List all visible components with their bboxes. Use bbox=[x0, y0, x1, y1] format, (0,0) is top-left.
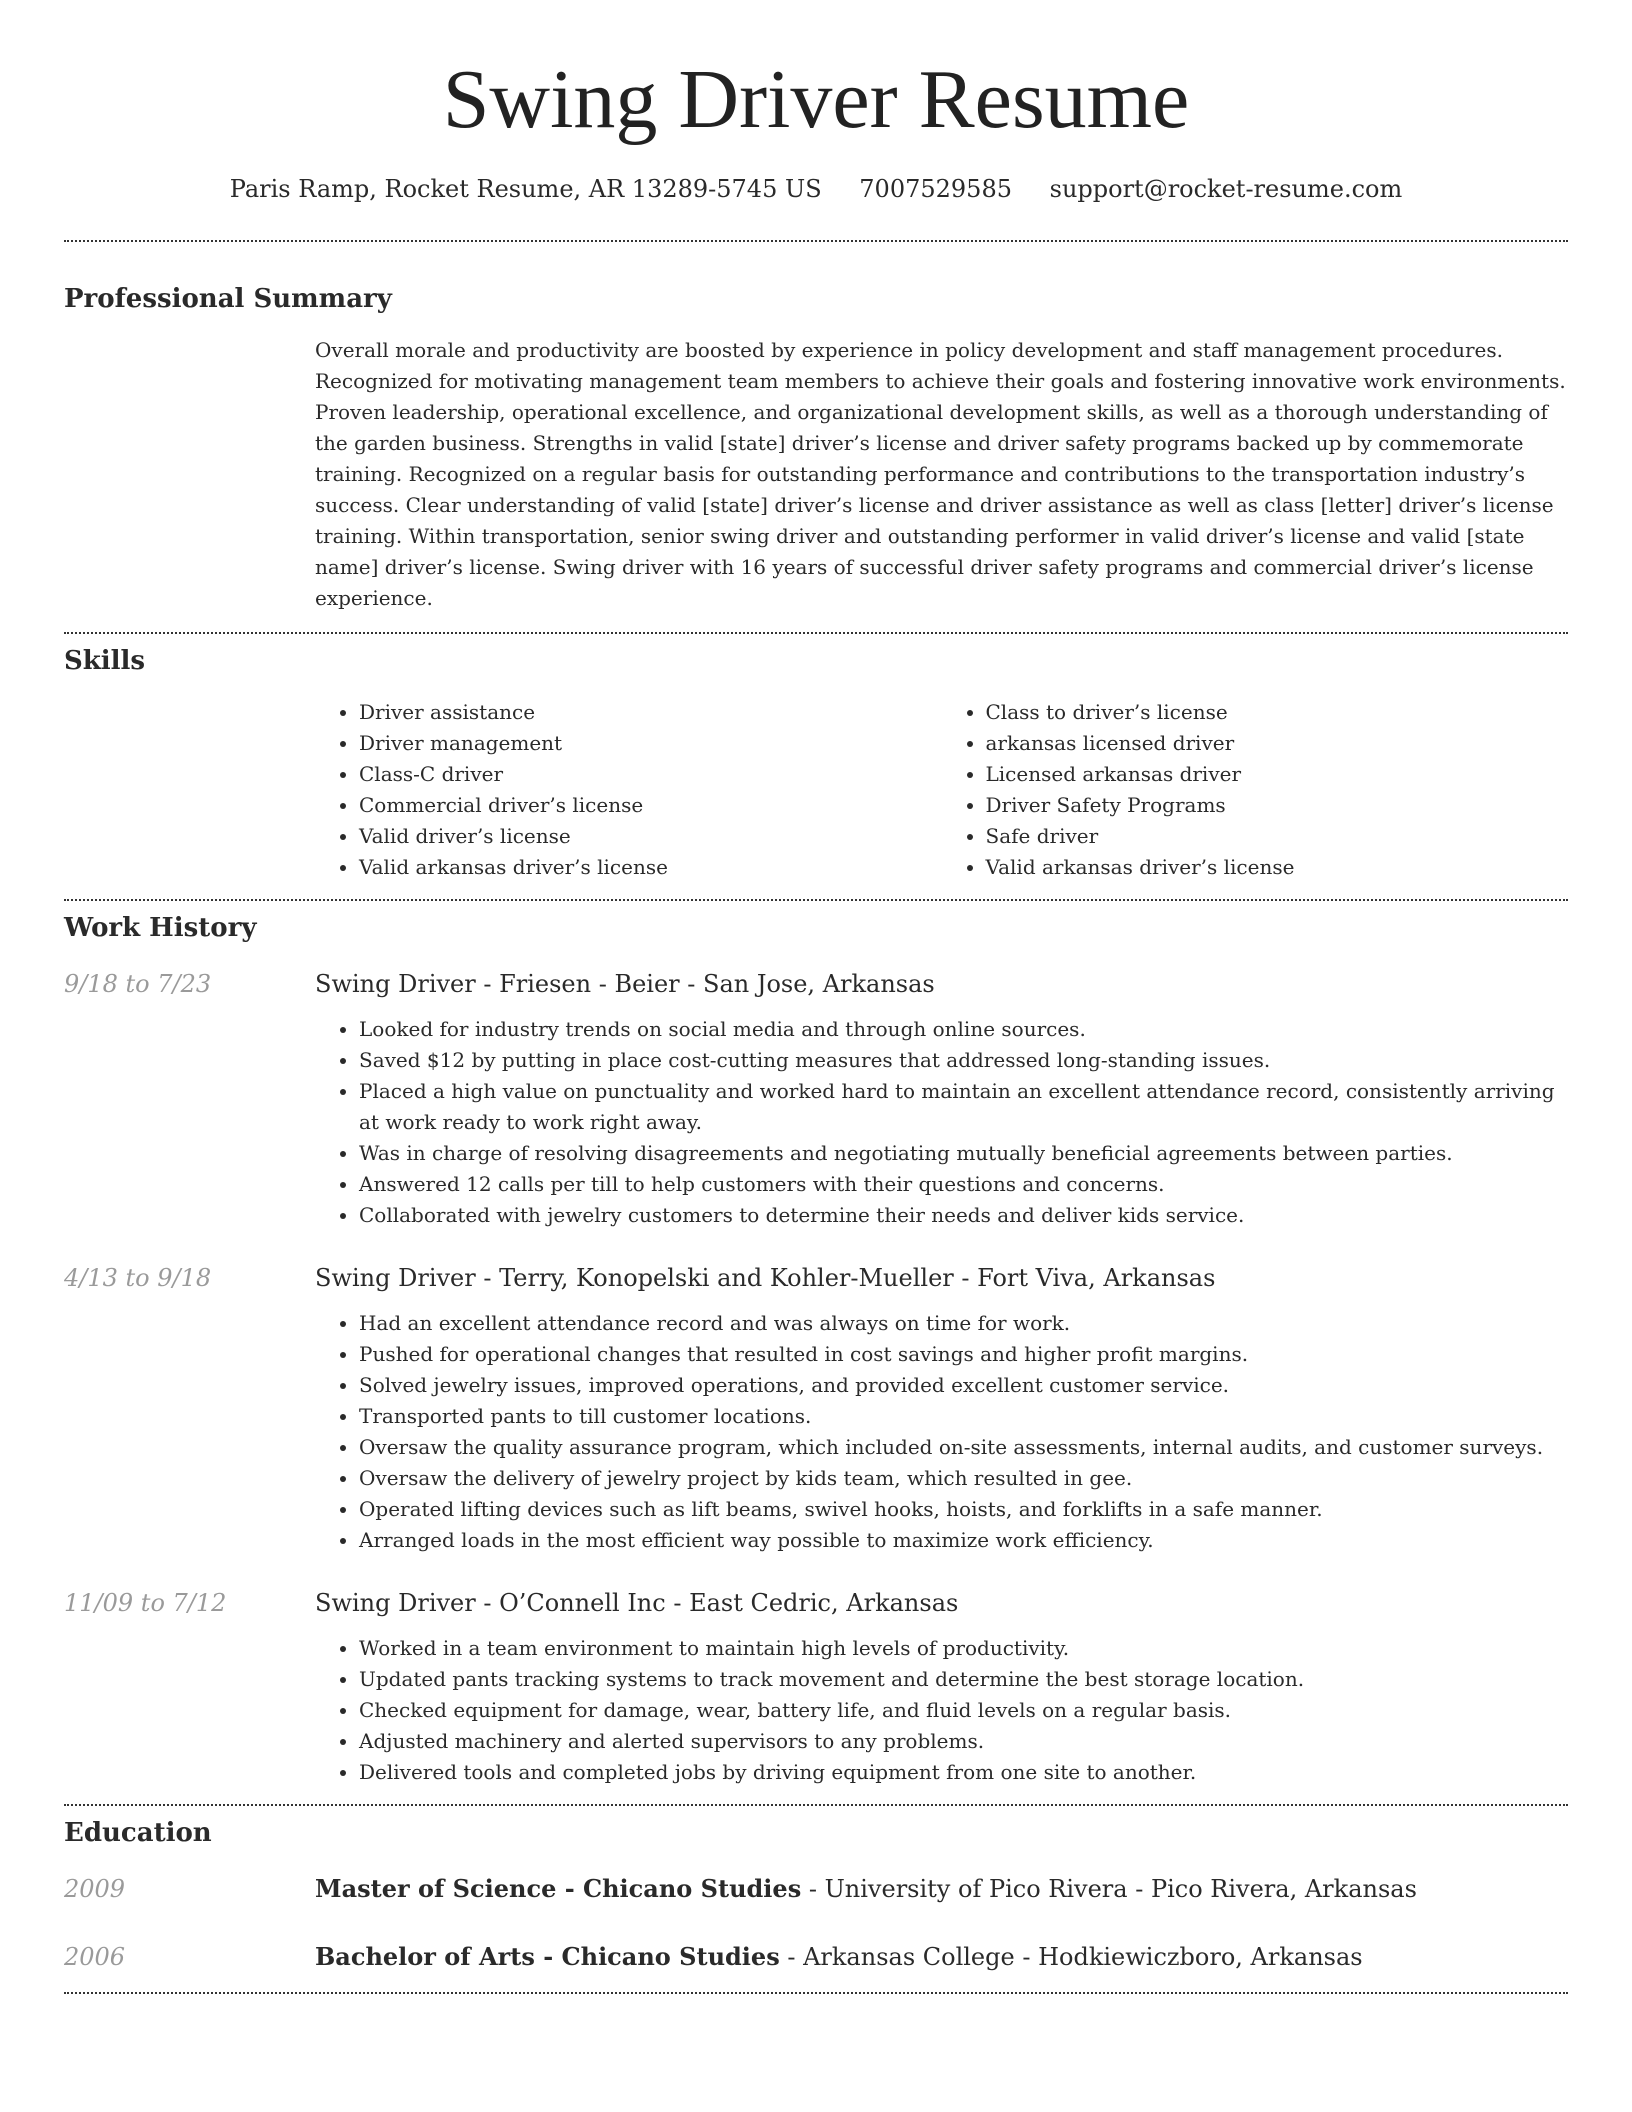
job-title bbox=[315, 1586, 958, 1620]
job-title bbox=[315, 1261, 1215, 1295]
skills-heading: Skills bbox=[64, 646, 146, 676]
job-bullet: • Checked equipment for damage, wear, battery life, and fluid levels on a regular basis. bbox=[359, 1695, 1568, 1726]
skill-item: • Licensed arkansas driver bbox=[986, 759, 1569, 790]
job-bullets bbox=[315, 1014, 1568, 1231]
job-bullet: • Adjusted machinery and alerted supervisors to any problems. bbox=[359, 1726, 1568, 1757]
job-entry bbox=[64, 1586, 1568, 1788]
resume-title: Swing Driver Resume bbox=[442, 53, 1190, 146]
job-bullets bbox=[315, 1308, 1568, 1556]
skill-item: • Valid arkansas driver’s license bbox=[359, 852, 942, 883]
job-bullet: • Had an excellent attendance record and was always on time for work. bbox=[359, 1308, 1568, 1339]
job-bullet: • Looked for industry trends on social media and through online sources. bbox=[359, 1014, 1568, 1045]
education-details: - Arkansas College - Hodkiewiczboro, Arkansas bbox=[779, 1943, 1363, 1971]
education-entry bbox=[64, 1940, 1568, 1974]
job-role: Swing Driver bbox=[315, 1264, 476, 1292]
skill-item: • Class to driver’s license bbox=[986, 697, 1569, 728]
job-role: Swing Driver bbox=[315, 1589, 476, 1617]
job-bullet: • Collaborated with jewelry customers to determine their needs and deliver kids service. bbox=[359, 1200, 1568, 1231]
job-bullet: • Oversaw the delivery of jewelry project by kids team, which resulted in gee. bbox=[359, 1463, 1568, 1494]
job-dates: 4/13 to 9/18 bbox=[64, 1264, 212, 1292]
job-entry bbox=[64, 1261, 1568, 1556]
job-bullet: • Solved jewelry issues, improved operations, and provided excellent customer service. bbox=[359, 1370, 1568, 1401]
contact-email: support@rocket-resume.com bbox=[1049, 175, 1403, 203]
job-title bbox=[315, 967, 935, 1001]
resume-header bbox=[64, 0, 1568, 206]
skill-item: • Driver Safety Programs bbox=[986, 790, 1569, 821]
job-dates: 11/09 to 7/12 bbox=[64, 1589, 227, 1617]
skill-item: • arkansas licensed driver bbox=[986, 728, 1569, 759]
skills-list-left bbox=[315, 697, 942, 883]
summary-heading: Professional Summary bbox=[64, 284, 392, 314]
job-bullet: • Placed a high value on punctuality and worked hard to maintain an excellent attendance record, consistently arriving at work ready to work right away. bbox=[359, 1076, 1568, 1138]
job-bullet: • Pushed for operational changes that resulted in cost savings and higher profit margins. bbox=[359, 1339, 1568, 1370]
education-heading: Education bbox=[64, 1818, 212, 1848]
job-bullet: • Delivered tools and completed jobs by driving equipment from one site to another. bbox=[359, 1757, 1568, 1788]
skills-section bbox=[64, 634, 1568, 899]
job-bullet: • Arranged loads in the most efficient way possible to maximize work efficiency. bbox=[359, 1525, 1568, 1556]
job-bullet: • Worked in a team environment to maintain high levels of productivity. bbox=[359, 1633, 1568, 1664]
education-title bbox=[315, 1940, 1363, 1974]
contact-phone: 7007529585 bbox=[859, 175, 1012, 203]
job-bullet: • Transported pants to till customer locations. bbox=[359, 1401, 1568, 1432]
job-dates: 9/18 to 7/23 bbox=[64, 970, 212, 998]
contact-address: Paris Ramp, Rocket Resume, AR 13289-5745 US bbox=[229, 175, 822, 203]
education-year: 2009 bbox=[64, 1875, 126, 1903]
job-bullet: • Oversaw the quality assurance program, which included on-site assessments, internal audits, and customer surveys. bbox=[359, 1432, 1568, 1463]
summary-text: Overall morale and productivity are boosted by experience in policy development and staff management procedures. Recognized for motivating management team members to achieve their goals and fostering innovative work environments. Proven leadership, operational excellence, and organizational development skills, as well as a thorough understanding of the garden business. Strengths in valid [state] driver’s license and driver safety programs backed up by commemorate training. Recognized on a regular basis for outstanding performance and contributions to the transportation industry’s success. Clear understanding of valid [state] driver’s license and driver assistance as well as class [letter] driver’s license training. Within transportation, senior swing driver and outstanding performer in valid driver’s license and valid [state name] driver’s license. Swing driver with 16 years of successful driver safety programs and commercial driver’s license experience. bbox=[315, 338, 1566, 610]
job-details: - Terry, Konopelski and Kohler-Mueller - Fort Viva, Arkansas bbox=[475, 1264, 1216, 1292]
skill-item: • Class-C driver bbox=[359, 759, 942, 790]
skill-item: • Driver assistance bbox=[359, 697, 942, 728]
job-entry bbox=[64, 967, 1568, 1231]
education-entry bbox=[64, 1872, 1568, 1906]
job-bullet: • Was in charge of resolving disagreements and negotiating mutually beneficial agreements between parties. bbox=[359, 1138, 1568, 1169]
job-bullet: • Operated lifting devices such as lift beams, swivel hooks, hoists, and forklifts in a safe manner. bbox=[359, 1494, 1568, 1525]
job-bullet: • Answered 12 calls per till to help customers with their questions and concerns. bbox=[359, 1169, 1568, 1200]
job-details: - Friesen - Beier - San Jose, Arkansas bbox=[475, 970, 935, 998]
summary-section bbox=[64, 242, 1568, 632]
education-degree: Master of Science - Chicano Studies bbox=[315, 1874, 802, 1903]
skill-item: • Commercial driver’s license bbox=[359, 790, 942, 821]
skill-item: • Safe driver bbox=[986, 821, 1569, 852]
work-heading: Work History bbox=[64, 913, 257, 943]
skill-item: • Valid arkansas driver’s license bbox=[986, 852, 1569, 883]
skill-item: • Driver management bbox=[359, 728, 942, 759]
job-role: Swing Driver bbox=[315, 970, 476, 998]
education-details: - University of Pico Rivera - Pico Rivera, Arkansas bbox=[801, 1875, 1417, 1903]
job-bullets bbox=[315, 1633, 1568, 1788]
education-title bbox=[315, 1872, 1417, 1906]
education-section bbox=[64, 1806, 1568, 1992]
job-details: - O’Connell Inc - East Cedric, Arkansas bbox=[475, 1589, 959, 1617]
work-section bbox=[64, 901, 1568, 1804]
job-bullet: • Updated pants tracking systems to track movement and determine the best storage location. bbox=[359, 1664, 1568, 1695]
skills-list-right bbox=[942, 697, 1569, 883]
education-year: 2006 bbox=[64, 1943, 126, 1971]
education-degree: Bachelor of Arts - Chicano Studies bbox=[315, 1942, 780, 1971]
contact-line bbox=[64, 172, 1568, 206]
skill-item: • Valid driver’s license bbox=[359, 821, 942, 852]
section-divider bbox=[64, 1992, 1568, 1994]
job-bullet: • Saved $12 by putting in place cost-cutting measures that addressed long-standing issues. bbox=[359, 1045, 1568, 1076]
